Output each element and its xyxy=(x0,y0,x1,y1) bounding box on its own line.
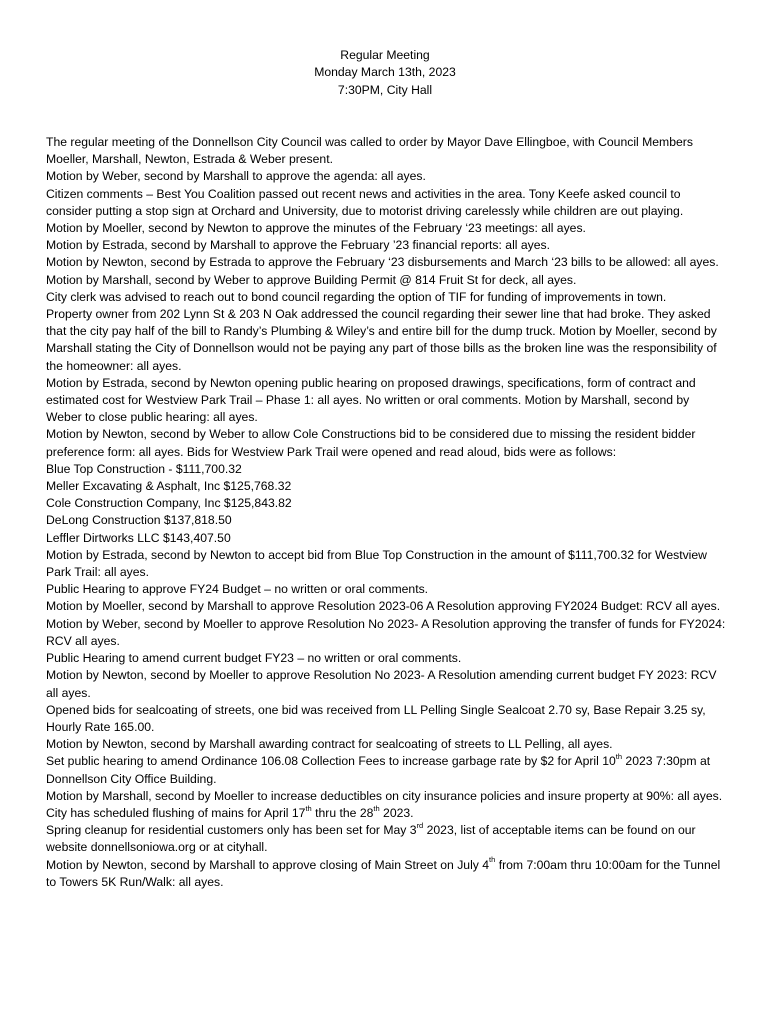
minutes-paragraph: Motion by Estrada, second by Newton to accept bid from Blue Top Construction in the amount of $111,700.32 for Westview Park Trail: all ayes. xyxy=(46,547,707,580)
meeting-time-place: 7:30PM, City Hall xyxy=(337,82,433,97)
text-run: Spring cleanup for residential customers only has been set for May 3 xyxy=(46,823,417,838)
minutes-paragraph: Motion by Newton, second by Marshall awarding contract for sealcoating of streets to LL Pelling, all ayes. xyxy=(46,737,613,752)
meeting-header xyxy=(0,47,770,99)
meeting-date: Monday March 13th, 2023 xyxy=(314,65,456,80)
street-closing-paragraph xyxy=(46,857,726,891)
bid-item: DeLong Construction $137,818.50 xyxy=(46,513,232,528)
minutes-paragraph: Motion by Estrada, second by Marshall to approve the February ’23 financial reports: all ayes. xyxy=(46,238,551,253)
minutes-paragraph: Motion by Marshall, second by Weber to approve Building Permit @ 814 Fruit St for deck, all ayes. xyxy=(46,272,577,287)
meeting-title: Regular Meeting xyxy=(340,48,430,62)
text-run: 2023, list of acceptable items can be found on our website donnellsoniowa.org or at cityhall. xyxy=(46,823,696,855)
garbage-hearing-paragraph xyxy=(46,753,726,787)
minutes-paragraph: Motion by Weber, second by Marshall to approve the agenda: all ayes. xyxy=(46,169,426,184)
minutes-paragraph: Opened bids for sealcoating of streets, one bid was received from LL Pelling Single Sealcoat 2.70 sy, Base Repair 3.25 sy, Hourly Rate 165.00. xyxy=(46,702,706,734)
minutes-paragraph: The regular meeting of the Donnellson City Council was called to order by Mayor Dave Ellingboe, with Council Members Moeller, Marshall, Newton, Estrada & Weber present. xyxy=(46,135,693,167)
bid-item: Meller Excavating & Asphalt, Inc $125,768.32 xyxy=(46,479,292,494)
text-run: from 7:00am thru 10:00am for the Tunnel to Towers 5K Run/Walk: all ayes. xyxy=(46,857,721,889)
bid-item: Leffler Dirtworks LLC $143,407.50 xyxy=(46,530,231,545)
ordinal-suffix: th xyxy=(615,752,623,762)
ordinal-suffix: th xyxy=(489,855,496,865)
minutes-paragraph: Motion by Moeller, second by Newton to approve the minutes of the February ‘23 meetings: all ayes. xyxy=(46,221,586,236)
bid-item: Blue Top Construction - $111,700.32 xyxy=(46,461,242,476)
insurance-paragraph: Motion by Marshall, second by Moeller to increase deductibles on city insurance policies and insure property at 90%: all ayes. xyxy=(46,788,723,803)
minutes-paragraph: Public Hearing to amend current budget FY23 – no written or oral comments. xyxy=(46,651,462,666)
text-run: City has scheduled flushing of mains for April 17 xyxy=(46,805,306,820)
minutes-paragraph: Motion by Weber, second by Moeller to approve Resolution No 2023- A Resolution approving the transfer of funds for FY2024: RCV all ayes. xyxy=(46,616,726,648)
bid-item: Cole Construction Company, Inc $125,843.82 xyxy=(46,496,292,511)
minutes-paragraph: Motion by Newton, second by Weber to allow Cole Constructions bid to be considered due to missing the resident bidder preference form: all ayes. Bids for Westview Park Trail were opened and read aloud, bids were as follows: xyxy=(46,427,696,459)
text-run: thru the 28 xyxy=(311,805,374,820)
text-run: Motion by Newton, second by Marshall to approve closing of Main Street on July 4 xyxy=(46,857,490,872)
minutes-paragraph: Motion by Newton, second by Moeller to approve Resolution No 2023- A Resolution amending current budget FY 2023: RCV all ayes. xyxy=(46,668,717,700)
minutes-paragraph: Motion by Newton, second by Estrada to approve the February ‘23 disbursements and March ‘23 bills to be allowed: all ayes. xyxy=(46,255,719,270)
text-run: 2023. xyxy=(379,805,414,820)
ordinal-suffix: th xyxy=(373,803,380,813)
minutes-paragraph: Citizen comments – Best You Coalition passed out recent news and activities in the area. Tony Keefe asked council to consider putting a stop sign at Orchard and University, due to motorist driving carelessly while children are out playing. xyxy=(46,186,684,218)
ordinal-suffix: rd xyxy=(416,821,424,831)
minutes-paragraph: Property owner from 202 Lynn St & 203 N Oak addressed the council regarding their sewer line that had broke. They asked that the city pay half of the bill to Randy’s Plumbing & Wiley’s and entire bill for the dump truck. Motion by Moeller, second by Marshall stating the City of Donnellson would not be paying any part of those bills as the broken line was the responsibility of the homeowner: all ayes. xyxy=(46,307,717,373)
ordinal-suffix: th xyxy=(305,803,312,813)
minutes-paragraph: Motion by Moeller, second by Marshall to approve Resolution 2023-06 A Resolution approving FY2024 Budget: RCV all ayes. xyxy=(46,599,721,614)
text-run: 2023 7:30pm at Donnellson City Office Building. xyxy=(46,754,711,786)
minutes-body xyxy=(46,134,726,891)
minutes-paragraph: Public Hearing to approve FY24 Budget – no written or oral comments. xyxy=(46,582,429,597)
text-run: Set public hearing to amend Ordinance 106.08 Collection Fees to increase garbage rate by $2 for April 10 xyxy=(46,754,616,769)
minutes-paragraph: Motion by Estrada, second by Newton opening public hearing on proposed drawings, specifications, form of contract and estimated cost for Westview Park Trail – Phase 1: all ayes. No written or oral comments. Motion by Marshall, second by Weber to close public hearing: all ayes. xyxy=(46,375,696,425)
flushing-paragraph xyxy=(46,805,726,822)
minutes-paragraph: City clerk was advised to reach out to bond council regarding the option of TIF for funding of improvements in town. xyxy=(46,289,667,304)
cleanup-paragraph xyxy=(46,822,726,856)
